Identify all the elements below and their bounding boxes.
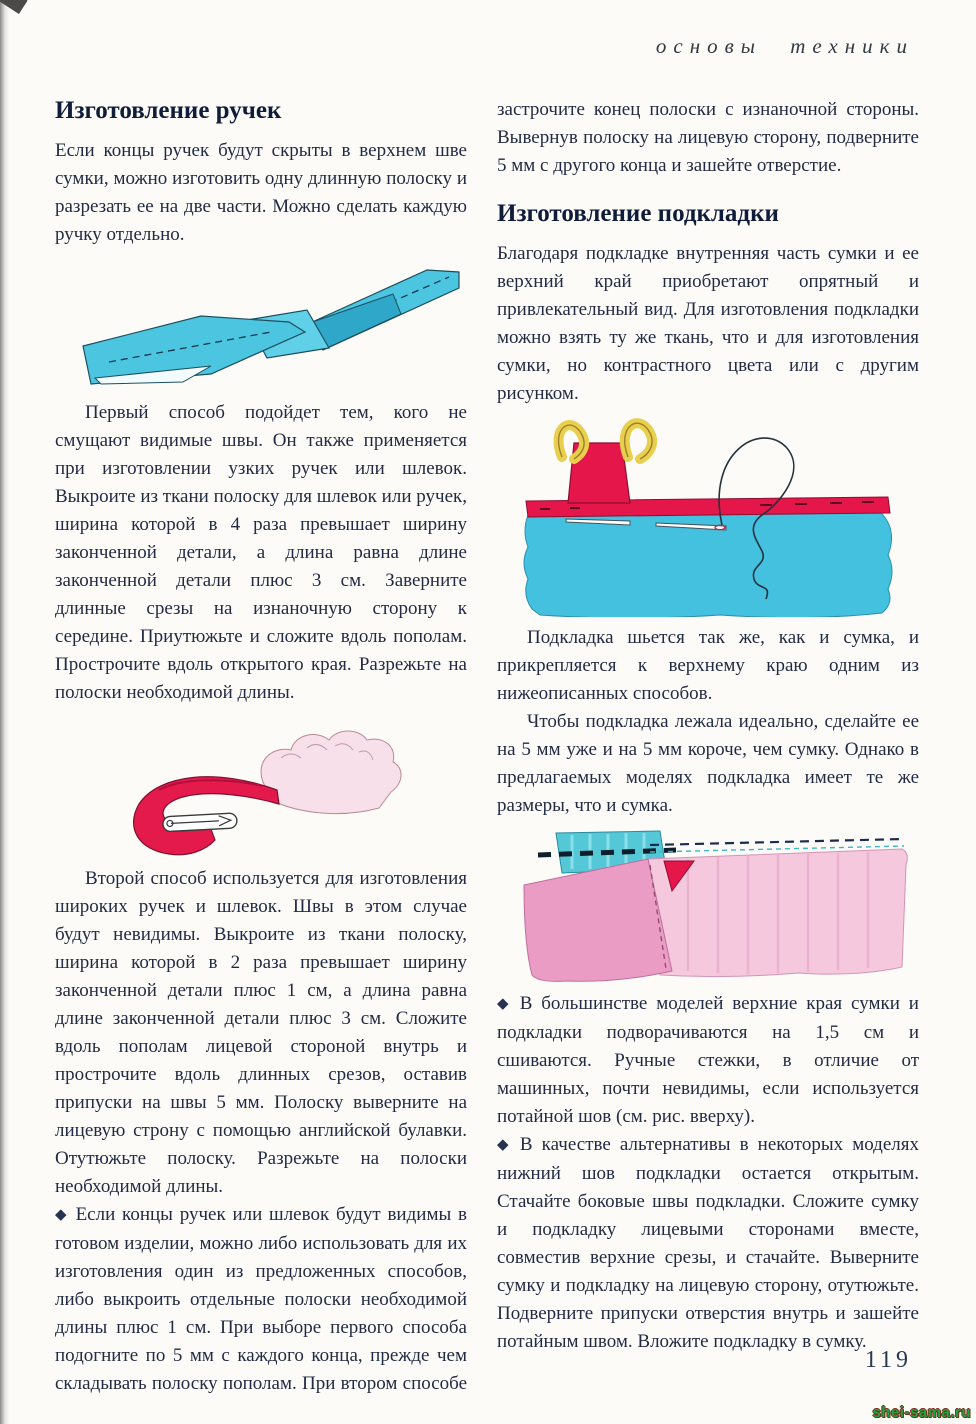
watermark: shei-sama.ru	[872, 1404, 971, 1421]
two-column-layout	[55, 96, 919, 1398]
left-column	[55, 96, 467, 1398]
bullet-text: Если концы ручек или шлевок будут видимы в готовом изделии, можно либо использовать для их изготовления один из предложенных способов, либо выкроить отдельные полоски необходимой длины плюс 1 см. При выборе первого способа подогните по 5 мм с каждого конца, прежде чем складывать полоску пополам. При втором способе	[55, 1204, 467, 1394]
heading-lining: Изготовление подкладки	[497, 200, 779, 227]
illustration-slipstitch-handle	[510, 413, 906, 617]
bullet-text: В качестве альтернативы в некоторых моделях нижний шов подкладки остается открытым. Стачайте боковые швы подкладки. Сложите сумку и подкладку лицевыми сторонами вместе, совместив верхние срезы, и стачайте. Выверните сумку и подкладку на лицевую сторону, отутюжьте. Подверните припуски отверстия внутрь и зашейте потайным швом. Вложите подкладку в сумку.	[497, 1134, 919, 1352]
illustration-turning-with-safety-pin	[67, 712, 455, 858]
paragraph-handles-intro: Если концы ручек будут скрыты в верхнем шве сумки, можно изготовить одну длинную полоску и разрезать ее на две части. Можно сделать каждую ручку отдельно.	[55, 140, 467, 245]
bullet-lining-alternative	[497, 1131, 919, 1356]
paragraph-lining-intro: Благодаря подкладке внутренняя часть сумки и ее верхний край приобретают опрятный и привлекательный вид. Для изготовления подкладки можно взять ту же ткань, что и для изготовления сумки, но контрастного цвета или с другим рисунком.	[497, 243, 919, 404]
heading-handles: Изготовление ручек	[55, 97, 282, 124]
paragraph-lining-sewn: Подкладка шьется так же, как и сумка, и прикрепляется к верхнему краю одним из нижеописанных способов.	[497, 627, 919, 704]
bullet-lining-folded	[497, 990, 919, 1131]
running-head: основы техники	[655, 34, 914, 58]
page-number: 119	[864, 1347, 912, 1373]
paragraph-continuation: застрочите конец полоски с изнаночной стороны. Вывернув полоску на лицевую сторону, подверните 5 мм с другого конца и зашейте отверстие.	[497, 99, 919, 176]
scrunched-fabric	[261, 731, 401, 814]
illustration-twisted-strap	[61, 254, 461, 392]
diamond-bullet-icon: ◆	[497, 996, 513, 1012]
scan-corner-artifact	[0, 0, 28, 14]
lining-flap	[524, 859, 672, 981]
bullet-handles-visible	[55, 1201, 467, 1398]
paragraph-method1: Первый способ подойдет тем, кого не смущают видимые швы. Он также применяется при изготовлении узких ручек или шлевок. Выкроите из ткани полоску для шлевок или ручек, ширина которой в 4 раза превышает ширину законченной детали, а длина равна длине законченной детали плюс 3 см. Заверните длинные срезы на изнаночную сторону к середине. Приутюжьте и сложите вдоль пополам. Прострочите вдоль открытого края. Разрежьте на полоски необходимой длины.	[55, 402, 467, 703]
illustration-lining-edge	[498, 825, 918, 983]
bullet-text: В большинстве моделей верхние края сумки и подкладки подворачиваются на 1,5 см и сшиваются. Ручные стежки, в отличие от машинных, почти невидимы, если используется потайной шов (см. рис. вверху).	[497, 993, 919, 1127]
diamond-bullet-icon: ◆	[497, 1137, 513, 1153]
right-column	[497, 96, 919, 1398]
top-seam-dashed	[650, 839, 904, 845]
diamond-bullet-icon: ◆	[55, 1207, 69, 1223]
paragraph-method2: Второй способ используется для изготовления широких ручек и шлевок. Швы в этом случае будут невидимы. Выкроите из ткани полоску, ширина которой в 2 раза превышает ширину законченной детали плюс 1 см, а длина равна длине законченной детали плюс 3 см. Сложите вдоль пополам лицевой стороной внутрь и прострочите вдоль длинных срезов, оставив припуски на швы 5 мм. Полоску выверните на лицевую строну с помощью английской булавки. Отутюжьте полоску. Разрежьте на полоски необходимой длины.	[55, 868, 467, 1197]
paragraph-lining-fit: Чтобы подкладка лежала идеально, сделайте ее на 5 мм уже и на 5 мм короче, чем сумку. Однако в предлагаемых моделях подкладка имеет те же размеры, что и сумка.	[497, 711, 919, 816]
safety-pin-icon	[163, 813, 238, 832]
